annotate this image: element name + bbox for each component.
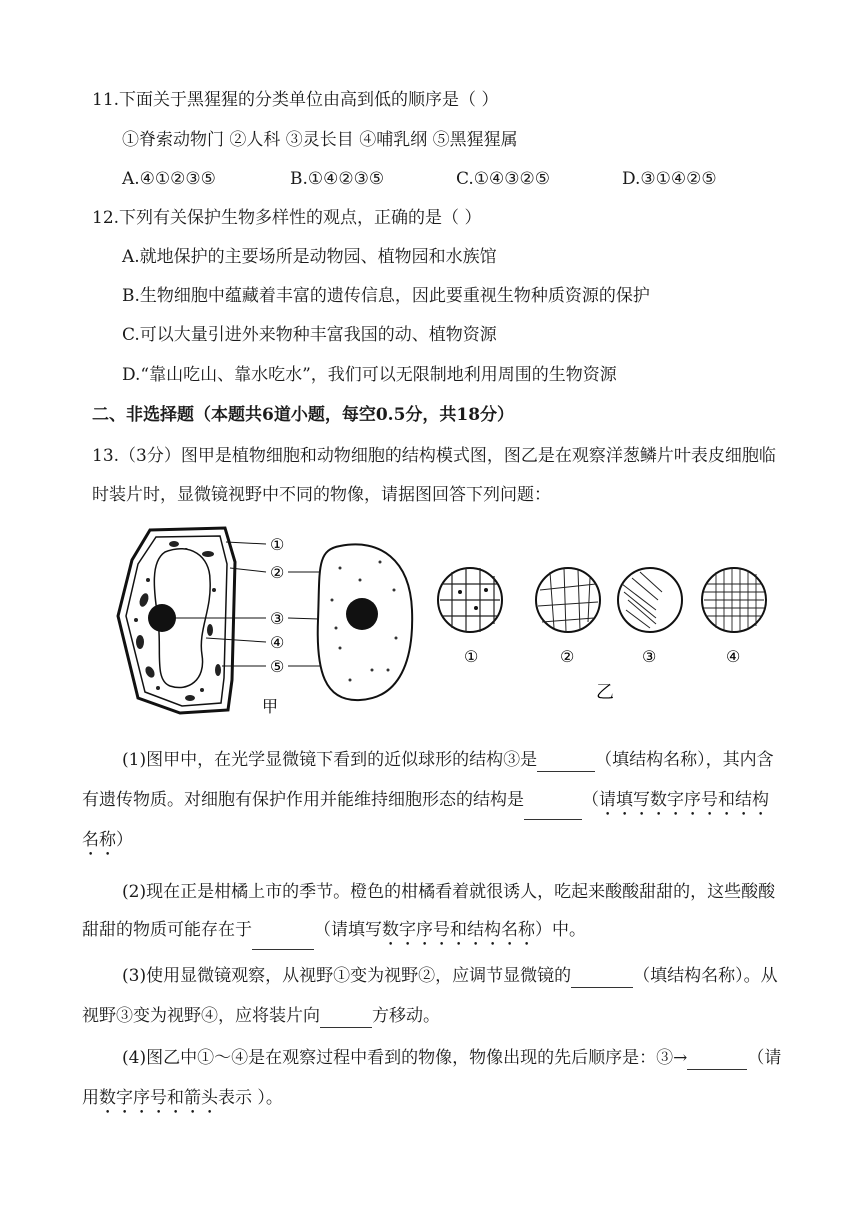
view-3 — [618, 568, 682, 632]
view-4-label: ④ — [726, 647, 741, 666]
q13-p3-text-b: （填结构名称）。从 — [633, 966, 778, 986]
q13-p4-text-d: 数字序号和箭头 — [99, 1088, 218, 1108]
q13-p1-text-g: ） — [116, 830, 133, 850]
q13-part1-line1 — [122, 748, 774, 772]
q13-figure — [110, 520, 790, 725]
q13-p1-text-e: 请填写数字序号和结构 — [599, 790, 769, 810]
label-jia: 甲 — [262, 697, 279, 716]
q13-p3-text-c: 视野③变为视野④，应将装片向 — [82, 1006, 320, 1026]
q11-option-c: C.①④③②⑤ — [456, 169, 551, 189]
q13-stem-line1: 13.（3分）图甲是植物细胞和动物细胞的结构模式图，图乙是在观察洋葱鳞片叶表皮细胞临 — [92, 446, 776, 466]
q13-part4-line1 — [122, 1046, 781, 1070]
q13-part1-line3 — [82, 828, 133, 860]
q13-p1-text-a: (1)图甲中，在光学显微镜下看到的近似球形的结构③是 — [122, 750, 538, 770]
q13-part3-line1 — [122, 964, 778, 988]
q12-option-d: D.“靠山吃山、靠水吃水”，我们可以无限制地利用周围的生物资源 — [122, 365, 617, 385]
q13-p4-text-e: 表示 ）。 — [218, 1088, 283, 1108]
view-3-label: ③ — [642, 647, 657, 666]
q13-part1-line2 — [82, 788, 769, 820]
q13-p1-text-d: （ — [582, 790, 599, 810]
q13-p4-text-b: （请 — [747, 1048, 782, 1068]
q13-p2-text-c: （请填写 — [314, 920, 382, 940]
animal-cell-diagram — [318, 544, 412, 700]
q11-option-d: D.③①④②⑤ — [622, 169, 717, 189]
answer-blank-1[interactable] — [537, 753, 595, 772]
q13-p1-text-c: 有遗传物质。对细胞有保护作用并能维持细胞形态的结构是 — [82, 790, 524, 810]
callout-3: ③ — [270, 609, 285, 628]
q13-p3-text-a: (3)使用显微镜观察，从视野①变为视野②，应调节显微镜的 — [122, 966, 572, 986]
q13-p1-text-b: （填结构名称），其内含 — [595, 750, 774, 770]
q11-option-a: A.④①②③⑤ — [122, 169, 216, 189]
q13-p2-text-d: 数字序号和结构名称 — [382, 920, 535, 940]
view-1-label: ① — [464, 647, 479, 666]
q12-option-a: A.就地保护的主要场所是动物园、植物园和水族馆 — [122, 247, 497, 267]
answer-blank-4[interactable] — [571, 969, 633, 988]
answer-blank-5[interactable] — [320, 1009, 372, 1028]
q12-option-c: C.可以大量引进外来物种丰富我国的动、植物资源 — [122, 325, 497, 345]
q13-part3-line2 — [82, 1004, 440, 1028]
q13-part2-line1: (2)现在正是柑橘上市的季节。橙色的柑橘看着就很诱人，吃起来酸酸甜甜的，这些酸酸 — [122, 882, 776, 902]
q13-p2-text-b: 甜甜的物质可能存在于 — [82, 920, 252, 940]
section-heading: 二、非选择题（本题共6道小题，每空0.5分，共18分） — [92, 405, 515, 425]
q12-stem: 12.下列有关保护生物多样性的观点，正确的是（ ） — [92, 208, 482, 228]
q13-p4-text-c: 用 — [82, 1088, 99, 1108]
view-2-label: ② — [560, 647, 575, 666]
view-4 — [702, 568, 766, 632]
answer-blank-6[interactable] — [687, 1051, 747, 1070]
callout-4: ④ — [270, 633, 285, 652]
label-yi: 乙 — [596, 682, 614, 703]
q13-p3-text-d: 方移动。 — [372, 1006, 440, 1026]
view-2 — [536, 568, 600, 632]
q12-option-b: B.生物细胞中蕴藏着丰富的遗传信息，因此要重视生物种质资源的保护 — [122, 286, 650, 306]
q13-stem-line2: 时装片时，显微镜视野中不同的物像，请据图回答下列问题： — [92, 485, 551, 505]
q13-p4-text-a: (4)图乙中①～④是在观察过程中看到的物像，物像出现的先后顺序是：③→ — [122, 1048, 688, 1068]
answer-blank-3[interactable] — [252, 931, 314, 950]
q11-items: ①脊索动物门 ②人科 ③灵长目 ④哺乳纲 ⑤黑猩猩属 — [122, 130, 518, 150]
q13-p1-text-f: 名称 — [82, 830, 116, 850]
q13-part4-line2 — [82, 1086, 283, 1118]
callout-5: ⑤ — [270, 657, 285, 676]
callout-1: ① — [270, 535, 285, 554]
q13-part2-line2 — [82, 918, 586, 950]
q11-stem: 11.下面关于黑猩猩的分类单位由高到低的顺序是（ ） — [92, 90, 499, 110]
plant-cell-diagram — [118, 528, 235, 713]
q13-p2-text-e: ）中。 — [535, 920, 586, 940]
callout-2: ② — [270, 563, 285, 582]
answer-blank-2[interactable] — [524, 801, 582, 820]
q11-option-b: B.①④②③⑤ — [290, 169, 385, 189]
view-1 — [438, 568, 502, 632]
